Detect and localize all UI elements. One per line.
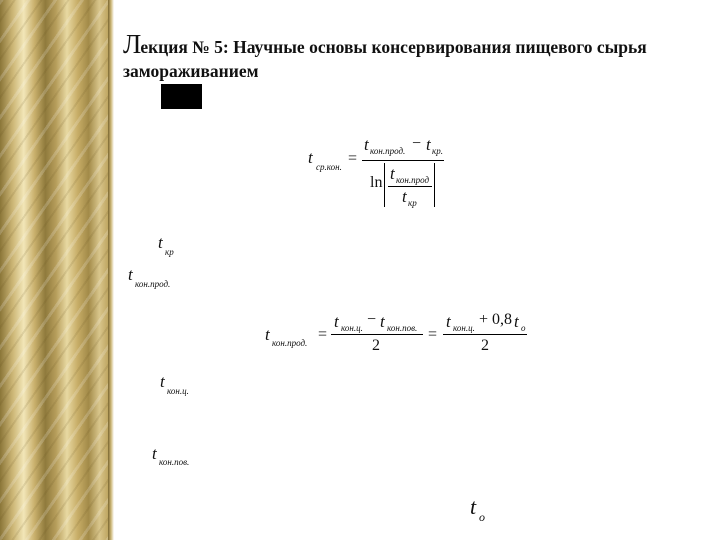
sym-tkonprod-t: t — [128, 265, 133, 284]
f2-n2-t2: t — [514, 312, 519, 331]
title-initial: Л — [123, 29, 141, 59]
f1-den-t2: t — [402, 187, 407, 206]
f1-ln: ln — [370, 174, 383, 191]
sym-to-sub: о — [479, 510, 485, 524]
f2-n2-plus: + 0,8 — [479, 311, 513, 328]
f2-lhs-sub: кон.прод. — [272, 338, 308, 348]
f2-n2-sub1: кон.ц. — [453, 323, 475, 333]
f2-lhs-t: t — [265, 325, 270, 344]
f1-bracket-right — [434, 163, 435, 207]
f1-den-sub1: кон.прод — [396, 175, 430, 185]
black-box — [161, 84, 202, 109]
f2-eq2: = — [428, 326, 438, 343]
sidebar-edge — [108, 0, 114, 540]
sym-tkonprod-sub: кон.прод. — [135, 279, 171, 289]
f2-n1-sub2: кон.пов. — [387, 323, 418, 333]
decorative-sidebar — [0, 0, 108, 540]
sym-to-t: t — [470, 494, 477, 519]
sym-tkonc-sub: кон.ц. — [167, 386, 189, 396]
f2-n1-t2: t — [380, 312, 385, 331]
f2-n1-sub1: кон.ц. — [341, 323, 363, 333]
f1-num-sub1: кон.прод. — [370, 146, 406, 156]
f1-den-t1: t — [390, 164, 395, 183]
sym-tkonpov-t: t — [152, 444, 157, 463]
f2-n1-t1: t — [334, 312, 339, 331]
slide-title — [123, 29, 693, 83]
f2-eq1: = — [318, 326, 328, 343]
sym-tkr-t: t — [158, 233, 163, 252]
sym-tkonc-t: t — [160, 372, 165, 391]
f1-num-sub2: кр. — [432, 146, 443, 156]
f2-fraction-bar-2 — [443, 334, 527, 335]
f1-num-t1: t — [364, 135, 369, 154]
sym-tkr-sub: кр — [165, 247, 174, 257]
f1-den-sub2: кр — [408, 198, 417, 208]
title-text: екция № 5: Научные основы консервирования пищевого сырья замораживанием — [123, 37, 647, 81]
f2-d2: 2 — [481, 337, 489, 354]
f1-inner-bar — [388, 186, 432, 187]
f1-num-minus: − — [412, 135, 422, 152]
f1-lhs-t: t — [308, 148, 313, 167]
f2-d1: 2 — [372, 337, 380, 354]
f1-eq: = — [348, 150, 358, 167]
f2-fraction-bar-1 — [331, 334, 423, 335]
f1-bracket-left — [384, 163, 385, 207]
f2-n2-sub2: о — [521, 323, 526, 333]
f1-num-t2: t — [426, 135, 431, 154]
f1-fraction-bar — [362, 160, 444, 161]
sym-tkonpov-sub: кон.пов. — [159, 457, 190, 467]
f2-n1-minus: − — [367, 311, 377, 328]
f2-n2-t1: t — [446, 312, 451, 331]
f1-lhs-sub: ср.кон. — [316, 162, 342, 172]
